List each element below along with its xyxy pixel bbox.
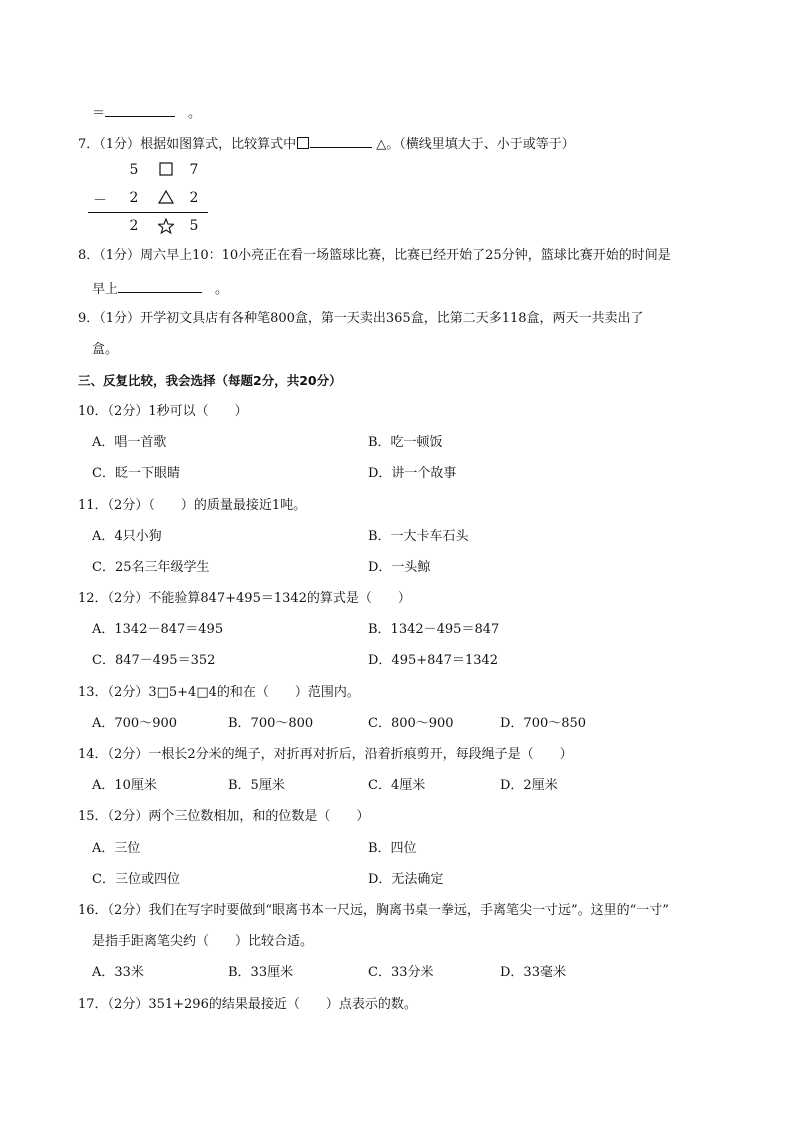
question-9: 9．（1分）开学初文具店有各种笔800盒，第一天卖出365盒，比第二天多118盒，两天一共卖出了 xyxy=(78,311,644,326)
option-12-a[interactable]: A．1342－847＝495 xyxy=(92,622,224,637)
question-16: 16．（2分）我们在写字时要做到“眼离书本一尺远，胸离书桌一拳远，手离笔尖一寸远”。这里的“一寸” xyxy=(78,903,669,918)
triangle-icon xyxy=(158,190,174,208)
option-14-b[interactable]: B．5厘米 xyxy=(228,778,285,793)
option-14-d[interactable]: D．2厘米 xyxy=(500,778,558,793)
question-7: 7．（1分）根据如图算式，比较算式中 △。（横线里填大于、小于或等于） xyxy=(78,133,575,154)
option-12-b[interactable]: B．1342－495＝847 xyxy=(368,622,500,637)
option-16-b[interactable]: B．33厘米 xyxy=(228,965,294,980)
question-17: 17．（2分）351+296的结果最接近（ ）点表示的数。 xyxy=(78,997,417,1012)
question-8-line2: 早上 。 xyxy=(92,278,228,299)
q7-blank[interactable] xyxy=(310,133,372,148)
option-10-c[interactable]: C．眨一下眼睛 xyxy=(92,466,180,481)
option-10-d[interactable]: D．讲一个故事 xyxy=(368,466,457,481)
square-icon xyxy=(158,162,174,180)
question-15: 15．（2分）两个三位数相加，和的位数是（ ） xyxy=(78,809,370,824)
option-10-b[interactable]: B．吃一顿饭 xyxy=(368,435,443,450)
equals-sign: ＝ xyxy=(92,106,106,121)
q6-blank[interactable] xyxy=(105,102,175,117)
option-15-d[interactable]: D．无法确定 xyxy=(368,872,444,887)
option-13-c[interactable]: C．800～900 xyxy=(368,716,454,731)
question-13: 13．（2分）3□5+4□4的和在（ ）范围内。 xyxy=(78,685,360,700)
square-symbol xyxy=(297,137,309,149)
option-15-c[interactable]: C．三位或四位 xyxy=(92,872,180,887)
calc-row-2: － 2 2 xyxy=(93,190,199,209)
calc-row-1: 5 7 xyxy=(129,162,199,178)
star-icon xyxy=(158,218,174,238)
option-13-d[interactable]: D．700～850 xyxy=(500,716,587,731)
question-9-line2: 盒。 xyxy=(92,342,119,357)
option-16-a[interactable]: A．33米 xyxy=(92,965,144,980)
option-15-a[interactable]: A．三位 xyxy=(92,841,141,856)
option-11-a[interactable]: A．4只小狗 xyxy=(92,529,162,544)
option-15-b[interactable]: B．四位 xyxy=(368,841,417,856)
q6-answer-line: ＝ 。 xyxy=(92,102,201,123)
option-12-d[interactable]: D．495+847＝1342 xyxy=(368,653,499,668)
option-14-a[interactable]: A．10厘米 xyxy=(92,778,157,793)
question-12: 12．（2分）不能验算847+495＝1342的算式是（ ） xyxy=(78,591,411,606)
q8-blank[interactable] xyxy=(118,278,202,293)
option-16-d[interactable]: D．33毫米 xyxy=(500,965,566,980)
question-8: 8．（1分）周六早上10：10小亮正在看一场篮球比赛，比赛已经开始了25分钟，篮球比赛开始的时间是 xyxy=(78,248,671,263)
question-16-line2: 是指手距离笔尖约（ ）比较合适。 xyxy=(92,934,314,949)
option-11-c[interactable]: C．25名三年级学生 xyxy=(92,560,210,575)
calc-divider xyxy=(88,212,208,213)
vertical-subtraction xyxy=(88,160,210,238)
calc-row-3: 2 5 xyxy=(88,216,210,238)
option-16-c[interactable]: C．33分米 xyxy=(368,965,434,980)
option-13-a[interactable]: A．700～900 xyxy=(92,716,178,731)
question-14: 14．（2分）一根长2分米的绳子，对折再对折后，沿着折痕剪开，每段绳子是（ ） xyxy=(78,747,573,762)
option-12-c[interactable]: C．847－495＝352 xyxy=(92,653,216,668)
option-14-c[interactable]: C．4厘米 xyxy=(368,778,426,793)
section-3-heading: 三、反复比较，我会选择（每题2分，共20分） xyxy=(78,373,342,388)
option-11-d[interactable]: D．一头鲸 xyxy=(368,560,431,575)
option-11-b[interactable]: B．一大卡车石头 xyxy=(368,529,469,544)
option-10-a[interactable]: A．唱一首歌 xyxy=(92,435,167,450)
option-13-b[interactable]: B．700～800 xyxy=(228,716,314,731)
question-11: 11．（2分）（ ）的质量最接近1吨。 xyxy=(78,498,307,513)
question-10: 10．（2分）1秒可以（ ） xyxy=(78,404,248,419)
